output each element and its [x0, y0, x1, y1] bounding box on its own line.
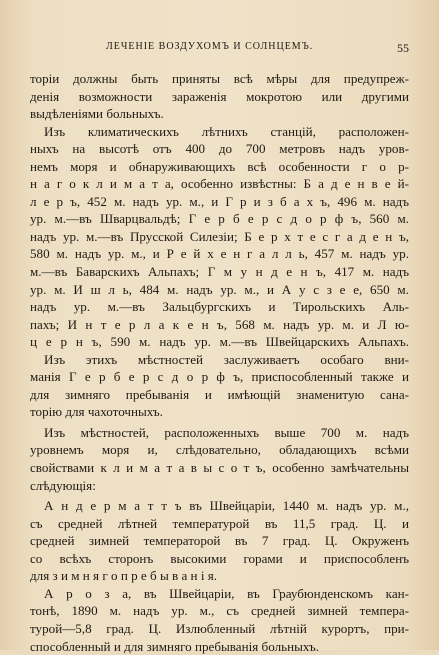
page-header — [28, 41, 409, 57]
running-head: ЛЕЧЕНІЕ ВОЗДУХОМЪ И СОЛНЦЕМЪ. — [106, 41, 313, 52]
text-line: съ средней лѣтней температурой въ 11,5 град. Ц. и — [30, 515, 409, 533]
text-line: А н д е р м а т т ъ въ Швейцаріи, 1440 м. надъ ур. м., — [30, 497, 409, 515]
text-line: торію для чахоточныхъ. — [30, 403, 409, 421]
text-line: надъ ур. м.—въ Прусской Силезіи; Б е р х т е с г а д е н ъ, — [30, 228, 409, 246]
text-line: манія Г е р б е р с д о р ф ъ, приспособленный также и — [30, 368, 409, 386]
text-line: для зимняго пребыванія и имѣющій знаменитую сана- — [30, 386, 409, 404]
text-line: ныхъ на высотѣ отъ 400 до 700 метровъ надъ уров- — [30, 140, 409, 158]
text-line: способленный и для зимняго пребыванія больныхъ. — [30, 638, 409, 655]
text-line: н а г о к л и м а т а, особенно извѣстны: Б а д е н в е й- — [30, 175, 409, 193]
text-line: ур. м.—въ Шварцвальдѣ; Г е р б е р с д о р ф ъ, 560 м. — [30, 210, 409, 228]
text-line: со всѣхъ сторонъ высокими горами и приспособленъ — [30, 550, 409, 568]
body-text — [30, 70, 409, 655]
text-line: м.—въ Баварскихъ Альпахъ; Г м у н д е н ъ, 417 м. надъ — [30, 263, 409, 281]
text-line: торіи должны быть приняты всѣ мѣры для предупреж- — [30, 70, 409, 88]
text-line: средней зимней температорой въ 7 град. Ц. Окруженъ — [30, 532, 409, 550]
text-line: Изъ климатическихъ лѣтнихъ станцій, расположен- — [30, 123, 409, 141]
text-line: турой—5,8 град. Ц. Излюбленный лѣтній курортъ, при- — [30, 620, 409, 638]
text-line: тонѣ, 1890 м. надъ ур. м., съ средней зимней темпера- — [30, 602, 409, 620]
text-line: ц е р н ъ, 590 м. надъ ур. м.—въ Швейцарскихъ Альпахъ. — [30, 333, 409, 351]
text-line: Изъ мѣстностей, расположенныхъ выше 700 м. надъ — [30, 424, 409, 442]
text-line: ур. м. И ш л ь, 484 м. надъ ур. м., и А у с з е е, 650 м. — [30, 281, 409, 299]
text-line: А р о з а, въ Швейцаріи, въ Граубюнденскомъ кан- — [30, 585, 409, 603]
text-line: немъ моря и обнаруживающихъ всѣ особенности г о р- — [30, 158, 409, 176]
text-line: выдѣленіями больныхъ. — [30, 105, 409, 123]
text-line: свойствами к л и м а т а в ы с о т ъ, особенно замѣчательны — [30, 459, 409, 477]
text-line: надъ ур. м.—въ Зальцбургскихъ и Тирольскихъ Аль- — [30, 298, 409, 316]
page-number: 55 — [397, 41, 409, 56]
text-line: уровнемъ моря и, слѣдовательно, обладающихъ всѣми — [30, 441, 409, 459]
text-line: Изъ этихъ мѣстностей заслуживаетъ особаго вни- — [30, 351, 409, 369]
text-line: слѣдующія: — [30, 477, 409, 495]
text-line: л е р ъ, 452 м. надъ ур. м., и Г р и з б а х ъ, 496 м. надъ — [30, 193, 409, 211]
text-line: для з и м н я г о п р е б ы в а н і я. — [30, 567, 409, 585]
text-line: денія возможности зараженія мокротою или другими — [30, 88, 409, 106]
text-line: 580 м. надъ ур. м., и Р е й х е н г а л л ь, 457 м. надъ ур. — [30, 245, 409, 263]
text-line: пахъ; И н т е р л а к е н ъ, 568 м. надъ ур. м. и Л ю- — [30, 316, 409, 334]
